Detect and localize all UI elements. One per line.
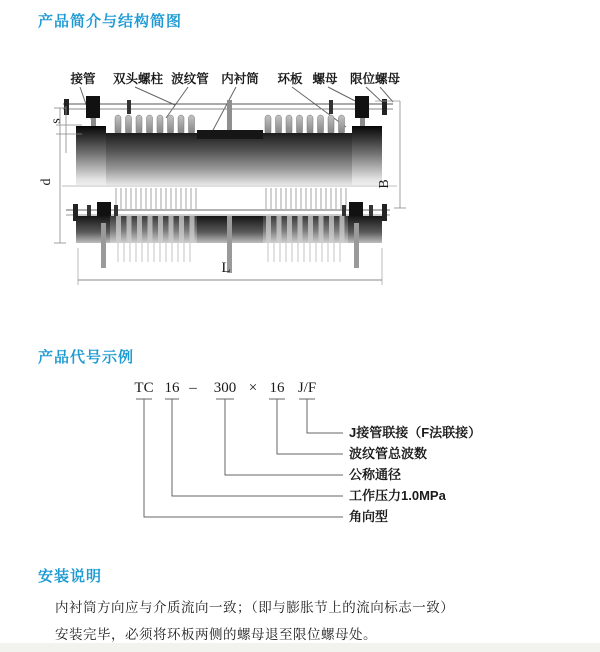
nut-right xyxy=(355,96,369,118)
code-token-waves: 16 xyxy=(269,380,285,396)
callout-connection: J接管联接（F法联接） xyxy=(349,425,482,440)
dim-s-label: s xyxy=(49,118,64,124)
dim-d xyxy=(39,108,66,243)
label-ring-plate: 环板 xyxy=(277,72,303,86)
section-heading-install: 安装说明 xyxy=(38,568,103,585)
code-token-connection: J/F xyxy=(297,380,317,396)
code-token-diameter: 300 xyxy=(213,380,237,396)
pipe-end-left xyxy=(76,126,106,185)
install-line-1: 内衬筒方向应与介质流向一致；（即与膨胀节上的流向标志一致） xyxy=(55,600,455,615)
limit-nut-right xyxy=(382,99,387,115)
code-token-times: × xyxy=(248,380,258,396)
section-heading-intro: 产品简介与结构简图 xyxy=(38,13,183,30)
nut-left xyxy=(86,96,100,118)
top-tie-rod xyxy=(63,96,400,134)
callout-working-pressure: 工作压力1.0MPa xyxy=(349,488,446,503)
inner-liner-band xyxy=(197,130,263,139)
install-instructions xyxy=(55,594,454,648)
label-limit-nut: 限位螺母 xyxy=(349,72,401,86)
code-connector-lines xyxy=(136,399,343,517)
code-tokens xyxy=(134,380,316,396)
joint-body-top xyxy=(76,126,382,185)
code-callouts xyxy=(349,425,481,524)
center-stud-top xyxy=(227,100,232,134)
section-heading-code: 产品代号示例 xyxy=(38,349,135,366)
code-token-pressure: 16 xyxy=(164,380,180,396)
dim-d-label: d xyxy=(39,178,54,186)
code-token-dash: – xyxy=(189,380,197,396)
structure-diagram xyxy=(30,58,470,310)
label-nut: 螺母 xyxy=(312,72,338,86)
label-bellows: 波纹管 xyxy=(171,72,209,86)
callout-nominal-diameter: 公称通径 xyxy=(349,467,402,482)
label-connection-pipe: 接管 xyxy=(70,72,96,86)
page-bottom-strip xyxy=(0,643,600,652)
bellows-fins-upper xyxy=(116,188,346,209)
label-inner-liner: 内衬筒 xyxy=(221,72,259,86)
dim-L-label: L xyxy=(221,260,231,276)
install-line-2: 安装完毕，必须将环板两侧的螺母退至限位螺母处。 xyxy=(55,627,377,642)
callout-wave-count: 波纹管总波数 xyxy=(349,446,428,461)
pipe-end-right xyxy=(352,126,382,185)
dim-B-label: B xyxy=(377,179,392,189)
product-code-diagram xyxy=(115,372,515,540)
code-token-type: TC xyxy=(134,380,154,396)
label-double-end-stud: 双头螺柱 xyxy=(112,72,164,86)
part-labels xyxy=(69,71,400,86)
callout-angular-type: 角向型 xyxy=(349,509,389,524)
limit-nut-left xyxy=(64,99,69,115)
